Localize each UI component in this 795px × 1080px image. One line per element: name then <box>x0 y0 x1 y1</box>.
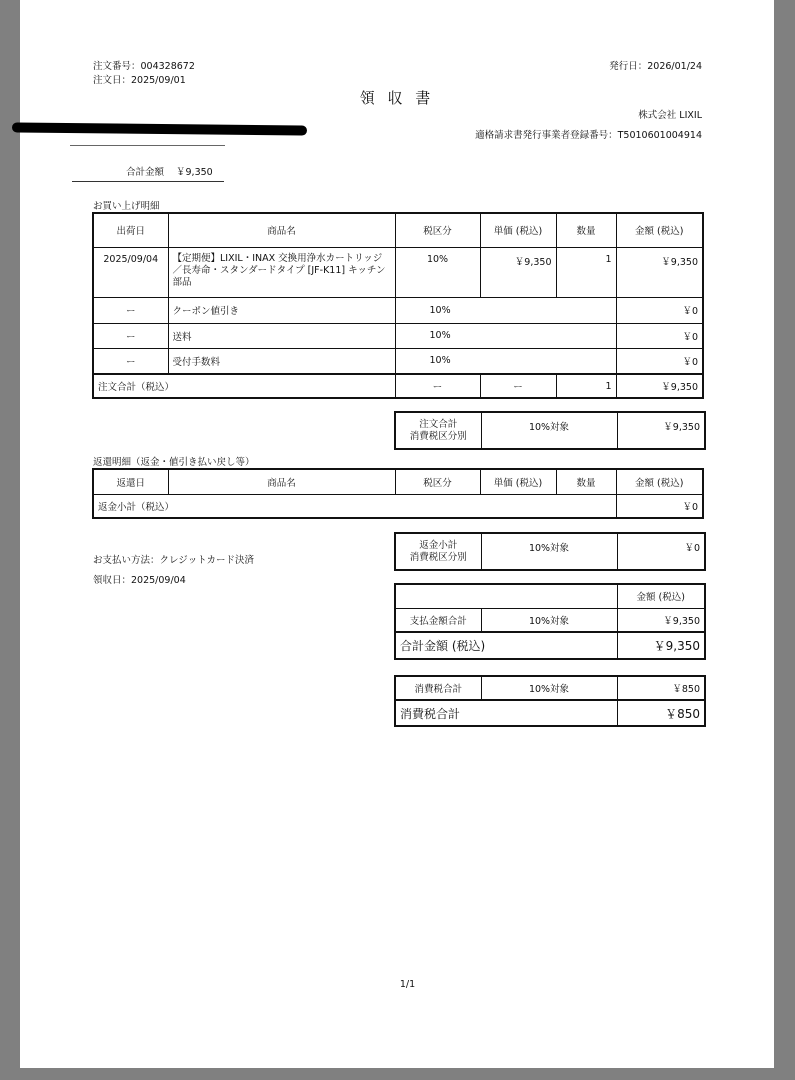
extra-name: クーポン値引き <box>168 297 395 323</box>
item-amount: ￥9,350 <box>616 247 703 297</box>
grand-total-amount: ￥9,350 <box>617 632 705 659</box>
refund-tax-rate: 10%対象 <box>481 533 617 570</box>
registration-number: 適格請求書発行事業者登録番号：T5010601004914 <box>475 130 702 141</box>
item-name: 【定期便】LIXIL・INAX 交換用浄水カートリッジ／長寿命・スタンダードタイプ [JF-K11] キッチン部品 <box>168 247 395 297</box>
refund-tax-label <box>395 533 481 570</box>
item-quantity: 1 <box>556 247 616 297</box>
refund-tax-label-line2: 消費税区分別 <box>409 551 467 563</box>
recipient-underline <box>70 145 225 146</box>
refund-tax-label-line1: 返金小計 <box>419 539 458 551</box>
summary-header-blank <box>395 584 617 608</box>
extra-tax: 10% <box>395 348 616 374</box>
refund-subtotal-amount: ￥0 <box>616 494 703 518</box>
tax-grand-amount: ￥850 <box>617 700 705 726</box>
col-amount: 金額 (税込) <box>616 469 703 494</box>
total-label: 合計金額 <box>126 167 165 178</box>
item-tax: 10% <box>395 247 480 297</box>
grand-total-row <box>395 632 705 659</box>
table-row <box>93 323 703 348</box>
pay-amount: ￥9,350 <box>617 608 705 632</box>
table-row <box>93 348 703 374</box>
order-total-unit: ー <box>480 374 556 398</box>
extra-name: 送料 <box>168 323 395 348</box>
col-ship-date: 出荷日 <box>93 213 168 247</box>
order-date: 注文日：2025/09/01 <box>93 75 186 86</box>
refund-section-title: 返還明細（返金・値引き払い戻し等） <box>93 457 255 468</box>
payment-summary-table <box>394 583 706 660</box>
tax-label: 消費税合計 <box>395 676 481 700</box>
order-tax-box <box>394 411 706 450</box>
extra-amount: ￥0 <box>616 297 703 323</box>
pay-label: 支払金額合計 <box>395 608 481 632</box>
company-name: 株式会社 LIXIL <box>638 110 702 121</box>
table-row <box>395 676 705 700</box>
extra-amount: ￥0 <box>616 323 703 348</box>
page-title: 領 収 書 <box>359 89 435 107</box>
extra-date: ー <box>93 323 168 348</box>
extra-name: 受付手数料 <box>168 348 395 374</box>
extra-date: ー <box>93 297 168 323</box>
pay-rate: 10%対象 <box>481 608 617 632</box>
order-total-qty: 1 <box>556 374 616 398</box>
order-tax-amount: ￥9,350 <box>617 412 705 449</box>
order-tax-label-line2: 消費税区分別 <box>409 430 467 442</box>
refund-tax-amount: ￥0 <box>617 533 705 570</box>
issue-date: 発行日：2026/01/24 <box>609 61 702 72</box>
purchase-header-row <box>93 213 703 247</box>
col-tax-class: 税区分 <box>395 213 480 247</box>
item-unit-price: ￥9,350 <box>480 247 556 297</box>
tax-amount: ￥850 <box>617 676 705 700</box>
total-underline <box>72 181 224 182</box>
col-unit-price: 単価 (税込) <box>480 213 556 247</box>
total-value: ￥9,350 <box>176 167 213 178</box>
refund-subtotal-row <box>93 494 703 518</box>
receipt-date: 領収日：2025/09/04 <box>93 575 186 586</box>
page-number: 1/1 <box>399 979 416 990</box>
table-row <box>93 247 703 297</box>
tax-summary-table <box>394 675 706 727</box>
order-total-row <box>93 374 703 398</box>
item-date: 2025/09/04 <box>93 247 168 297</box>
refund-tax-box <box>394 532 706 571</box>
order-total-label: 注文合計（税込） <box>93 374 395 398</box>
order-number: 注文番号：004328672 <box>93 61 195 72</box>
extra-date: ー <box>93 348 168 374</box>
order-tax-label-line1: 注文合計 <box>419 418 458 430</box>
extra-tax: 10% <box>395 297 616 323</box>
tax-grand-row <box>395 700 705 726</box>
order-total-amount: ￥9,350 <box>616 374 703 398</box>
table-row <box>395 608 705 632</box>
grand-total-label: 合計金額 (税込) <box>395 632 617 659</box>
col-unit-price: 単価 (税込) <box>480 469 556 494</box>
refund-subtotal-label: 返金小計（税込） <box>93 494 616 518</box>
tax-rate: 10%対象 <box>481 676 617 700</box>
extra-tax: 10% <box>395 323 616 348</box>
purchase-section-title: お買い上げ明細 <box>93 201 160 212</box>
col-quantity: 数量 <box>556 213 616 247</box>
col-amount: 金額 (税込) <box>616 213 703 247</box>
refund-header-row <box>93 469 703 494</box>
col-refund-date: 返還日 <box>93 469 168 494</box>
col-quantity: 数量 <box>556 469 616 494</box>
order-total-tax: ー <box>395 374 480 398</box>
summary-header: 金額 (税込) <box>617 584 705 608</box>
extra-amount: ￥0 <box>616 348 703 374</box>
col-product: 商品名 <box>168 469 395 494</box>
table-row <box>93 297 703 323</box>
purchase-table <box>92 212 704 399</box>
refund-table <box>92 468 704 519</box>
col-product: 商品名 <box>168 213 395 247</box>
tax-grand-label: 消費税合計 <box>395 700 617 726</box>
col-tax-class: 税区分 <box>395 469 480 494</box>
order-tax-rate: 10%対象 <box>481 412 617 449</box>
payment-method: お支払い方法：クレジットカード決済 <box>93 555 254 566</box>
order-tax-label <box>395 412 481 449</box>
